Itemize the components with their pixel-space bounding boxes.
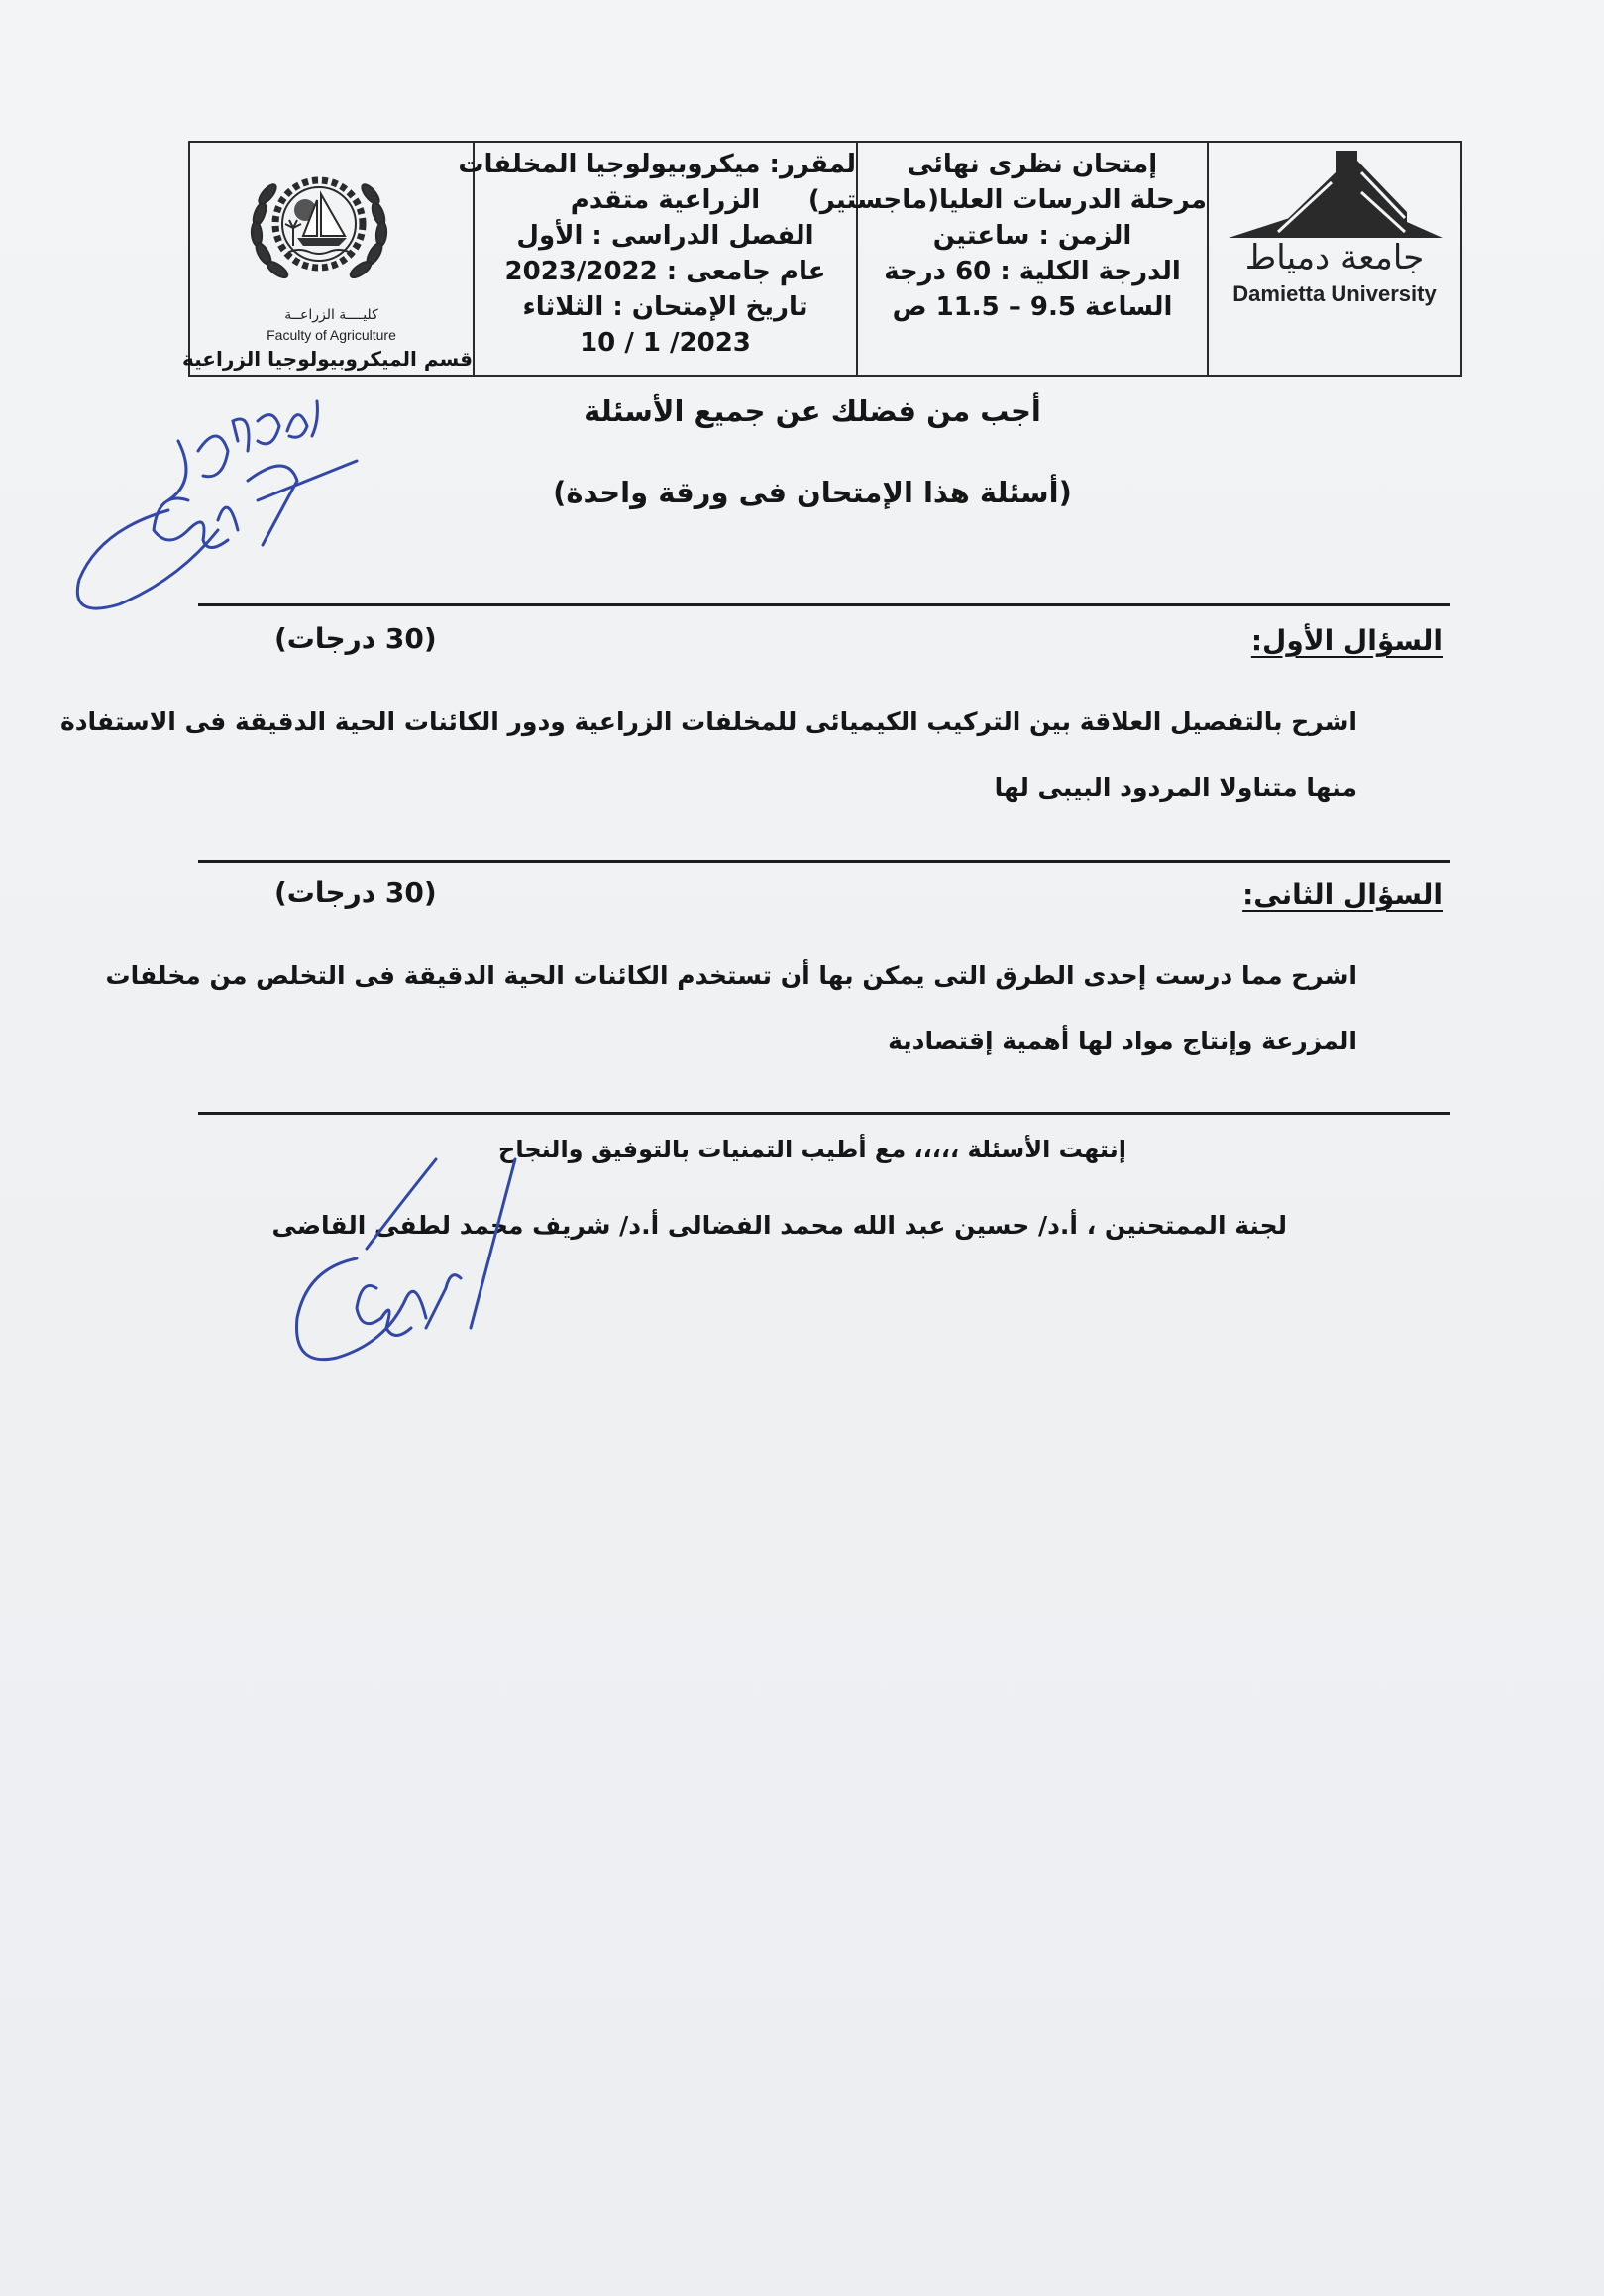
faculty-name-ar: كليــــة الزراعــة (284, 307, 378, 323)
exam-header-table (182, 141, 1462, 377)
university-cell (1207, 143, 1460, 375)
faculty-name-en: Faculty of Agriculture (267, 327, 396, 343)
question-2-marks: (30 درجات) (274, 876, 437, 909)
question-1-marks: (30 درجات) (274, 622, 437, 655)
faculty-cell (182, 143, 473, 375)
question-1-body (59, 690, 1357, 820)
question-1-title: السؤال الأول: (1250, 624, 1443, 657)
exam-line: الدرجة الكلية : 60 درجة (884, 257, 1181, 286)
question-2-body (105, 943, 1357, 1074)
divider (198, 1112, 1450, 1115)
university-name-en: Damietta University (1232, 281, 1437, 306)
university-name-ar: جامعة دمياط (1244, 238, 1425, 277)
course-line: تاريخ الإمتحان : الثلاثاء (522, 292, 808, 322)
instruction-one-sheet: (أسئلة هذا الإمتحان فى ورقة واحدة) (553, 476, 1072, 509)
signature-top (59, 382, 376, 639)
department-name: قسم الميكروبيولوجيا الزراعية (182, 347, 473, 371)
course-info-cell (458, 143, 856, 375)
divider (198, 860, 1450, 863)
question-1-line: منها متناولا المردود البيبى لها (994, 773, 1357, 802)
question-1-line: اشرح بالتفصيل العلاقة بين التركيب الكيميائى للمخلفات الزراعية ودور الكائنات الحية الدقيقة فى الاستفادة (59, 708, 1357, 736)
question-2-title: السؤال الثانى: (1242, 878, 1443, 911)
exam-line: الزمن : ساعتين (932, 221, 1132, 251)
question-2-line: اشرح مما درست إحدى الطرق التى يمكن بها أن تستخدم الكائنات الحية الدقيقة فى التخلص من مخلفات (105, 961, 1357, 990)
course-line: لمقرر: ميكروبيولوجيا المخلفات (458, 150, 856, 179)
exam-info-cell (807, 143, 1207, 375)
examiners-committee: لجنة الممتحنين ، أ.د/ حسين عبد الله محمد الفضالى أ.د/ شريف محمد لطفى القاضى (271, 1211, 1287, 1240)
faculty-logo (190, 143, 473, 321)
course-line: الفصل الدراسى : الأول (516, 221, 814, 251)
signature-bottom (277, 1130, 575, 1387)
exam-line: الساعة 9.5 – 11.5 ص (892, 292, 1173, 322)
question-2-line: المزرعة وإنتاج مواد لها أهمية إقتصادية (888, 1027, 1357, 1055)
university-logo (1209, 143, 1462, 252)
course-line: 2023/ 1 / 10 (580, 328, 751, 358)
exam-line: مرحلة الدرسات العليا(ماجستير) (807, 185, 1207, 215)
closing-message: إنتهت الأسئلة ،،،،، مع أطيب التمنيات بالتوفيق والنجاح (498, 1136, 1126, 1163)
exam-line: إمتحان نظرى نهائى (907, 150, 1158, 179)
course-line: عام جامعى : 2023/2022 (504, 257, 826, 286)
course-line: الزراعية متقدم (570, 185, 761, 215)
divider (198, 603, 1450, 606)
instruction-answer-all: أجب من فضلك عن جميع الأسئلة (584, 394, 1041, 428)
